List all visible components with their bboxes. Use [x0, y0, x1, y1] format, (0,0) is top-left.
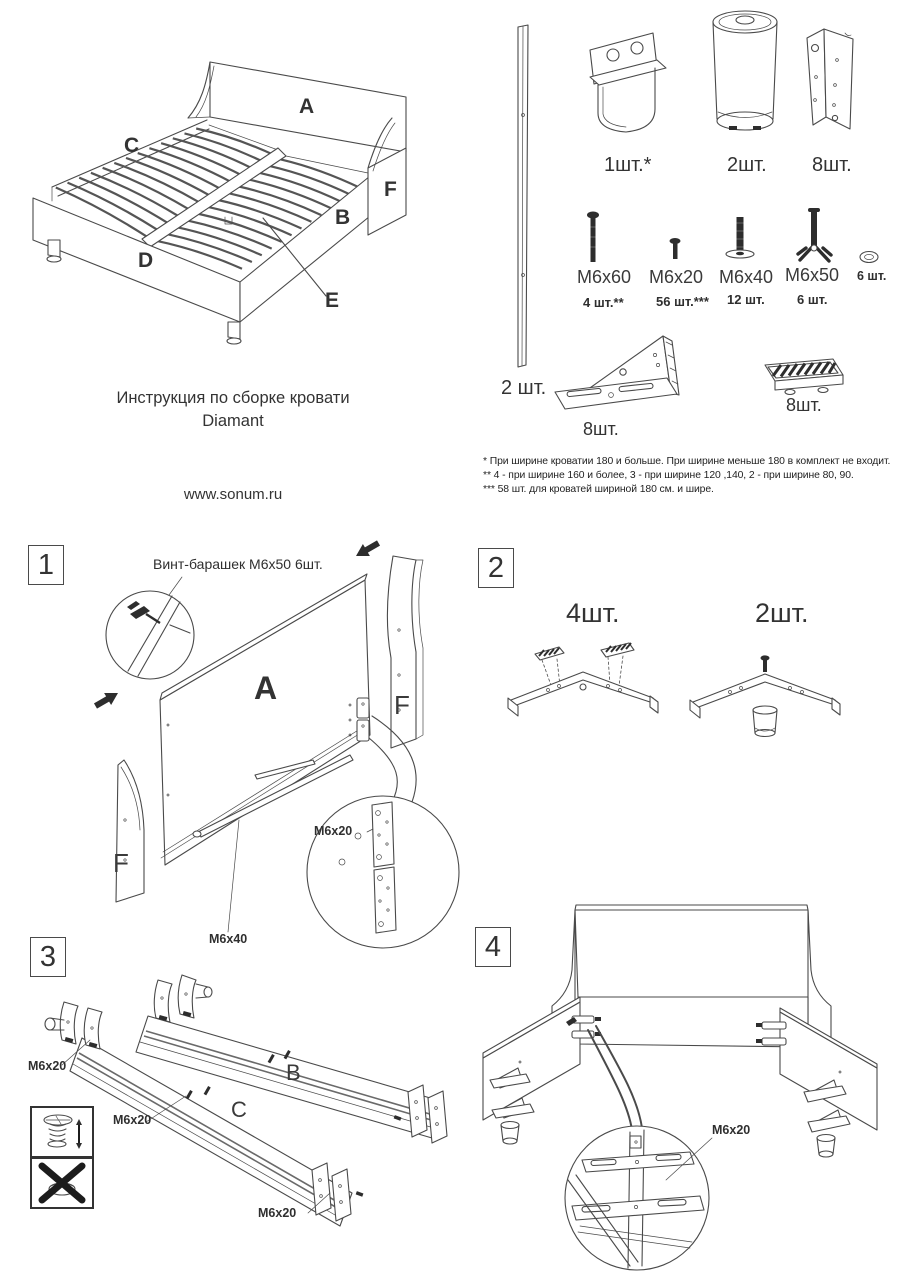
step3-label-c: C — [231, 1097, 247, 1122]
leg-bracket-part — [555, 336, 679, 409]
leg-bracket-qty: 8шт. — [583, 419, 619, 439]
step2-drawing — [460, 530, 900, 760]
bracket-with-pads — [508, 643, 658, 716]
leg-brackets-right — [804, 1080, 850, 1157]
step1-label-a: A — [254, 670, 278, 706]
wing-bolt-m6x50-label: M6x50 — [785, 265, 840, 285]
bolt-m6x20-label: M6x20 — [649, 267, 704, 287]
footnote-3: *** 58 шт. для кроватей шириной 180 см. и шире. — [483, 484, 714, 495]
cylinder-leg-part — [713, 11, 777, 130]
step1-label-f-right: F — [394, 690, 410, 720]
instruction-title-line1: Инструкция по сборке кровати — [116, 389, 350, 407]
side-slat-qty: 2 шт. — [501, 377, 547, 399]
step1-m6x40-label: M6x40 — [209, 932, 248, 946]
bolt-m6x40-qty: 12 шт. — [727, 292, 765, 307]
direction-arrow-icon — [353, 537, 383, 562]
bolt-m6x60-qty: 4 шт.** — [583, 295, 624, 310]
center-support-qty: 1шт.* — [604, 154, 652, 176]
overview-label-b: B — [335, 206, 351, 229]
step3-m6x20-label-2: M6x20 — [113, 1113, 152, 1127]
step3-m6x20-label-1: M6x20 — [28, 1059, 67, 1073]
step2-qty-left: 4шт. — [566, 598, 620, 628]
overview-label-d: D — [138, 249, 154, 272]
direction-arrow-icon — [92, 687, 122, 712]
step4-drawing — [460, 880, 900, 1280]
corner-bracket-part — [807, 29, 853, 129]
bolt-m6x20-qty: 56 шт.*** — [656, 294, 709, 309]
no-overtighten-warning-box — [30, 1157, 94, 1209]
overview-label-e: E — [325, 289, 340, 312]
washer-qty: 6 шт. — [857, 269, 887, 283]
bracket-with-leg — [690, 655, 840, 736]
step2-number: 2 — [487, 551, 505, 584]
screw-depth-icon — [36, 1111, 88, 1153]
footnote-1: * При ширине кроватии 180 и больше. При ширине меньше 180 в комплект не входит. — [483, 456, 891, 467]
washer-icon — [860, 252, 878, 263]
website-link: www.sonum.ru — [183, 486, 283, 503]
step2-qty-right: 2шт. — [755, 598, 809, 628]
step1-label-f-left: F — [113, 848, 129, 878]
wing-bolt-m6x50-icon — [798, 208, 831, 261]
parts-list-drawing — [485, 5, 895, 515]
step4-number: 4 — [484, 930, 502, 963]
crossed-out-icon — [36, 1162, 88, 1204]
overview-label-f: F — [384, 178, 397, 201]
magnifier-circle — [106, 591, 194, 679]
wing-bolt-m6x50-qty: 6 шт. — [797, 292, 828, 307]
step1-m6x20-label: M6x20 — [314, 824, 353, 838]
slat-holder-part — [765, 359, 843, 395]
overview-label-a: A — [299, 95, 315, 118]
screw-depth-warning-box — [30, 1106, 94, 1158]
bolt-m6x60-icon — [587, 212, 599, 263]
bolt-m6x20-icon — [670, 238, 681, 259]
cylinder-leg-qty: 2шт. — [727, 154, 767, 176]
slat-holder-qty: 8шт. — [786, 395, 822, 415]
step3-m6x20-label-3: M6x20 — [258, 1206, 297, 1220]
step3-number: 3 — [39, 940, 57, 973]
corner-bracket-qty: 8шт. — [812, 154, 852, 176]
side-slat-part — [518, 25, 528, 367]
instruction-title-line2: Diamant — [202, 412, 264, 430]
step1-note: Винт-барашек М6х50 6шт. — [153, 556, 323, 572]
bolt-m6x60-label: M6x60 — [577, 267, 632, 287]
center-support-part — [590, 33, 666, 132]
step3-label-b: B — [286, 1060, 301, 1085]
footnote-2: ** 4 - при ширине 160 и более, 3 - при ширине 120 ,140, 2 - при ширине 80, 90. — [483, 470, 854, 481]
bolt-m6x40-label: M6x40 — [719, 267, 774, 287]
step1-number: 1 — [37, 548, 55, 581]
bolt-m6x40-icon — [726, 217, 754, 258]
step4-m6x20-label: M6x20 — [712, 1123, 751, 1137]
overview-label-c: C — [124, 134, 140, 157]
